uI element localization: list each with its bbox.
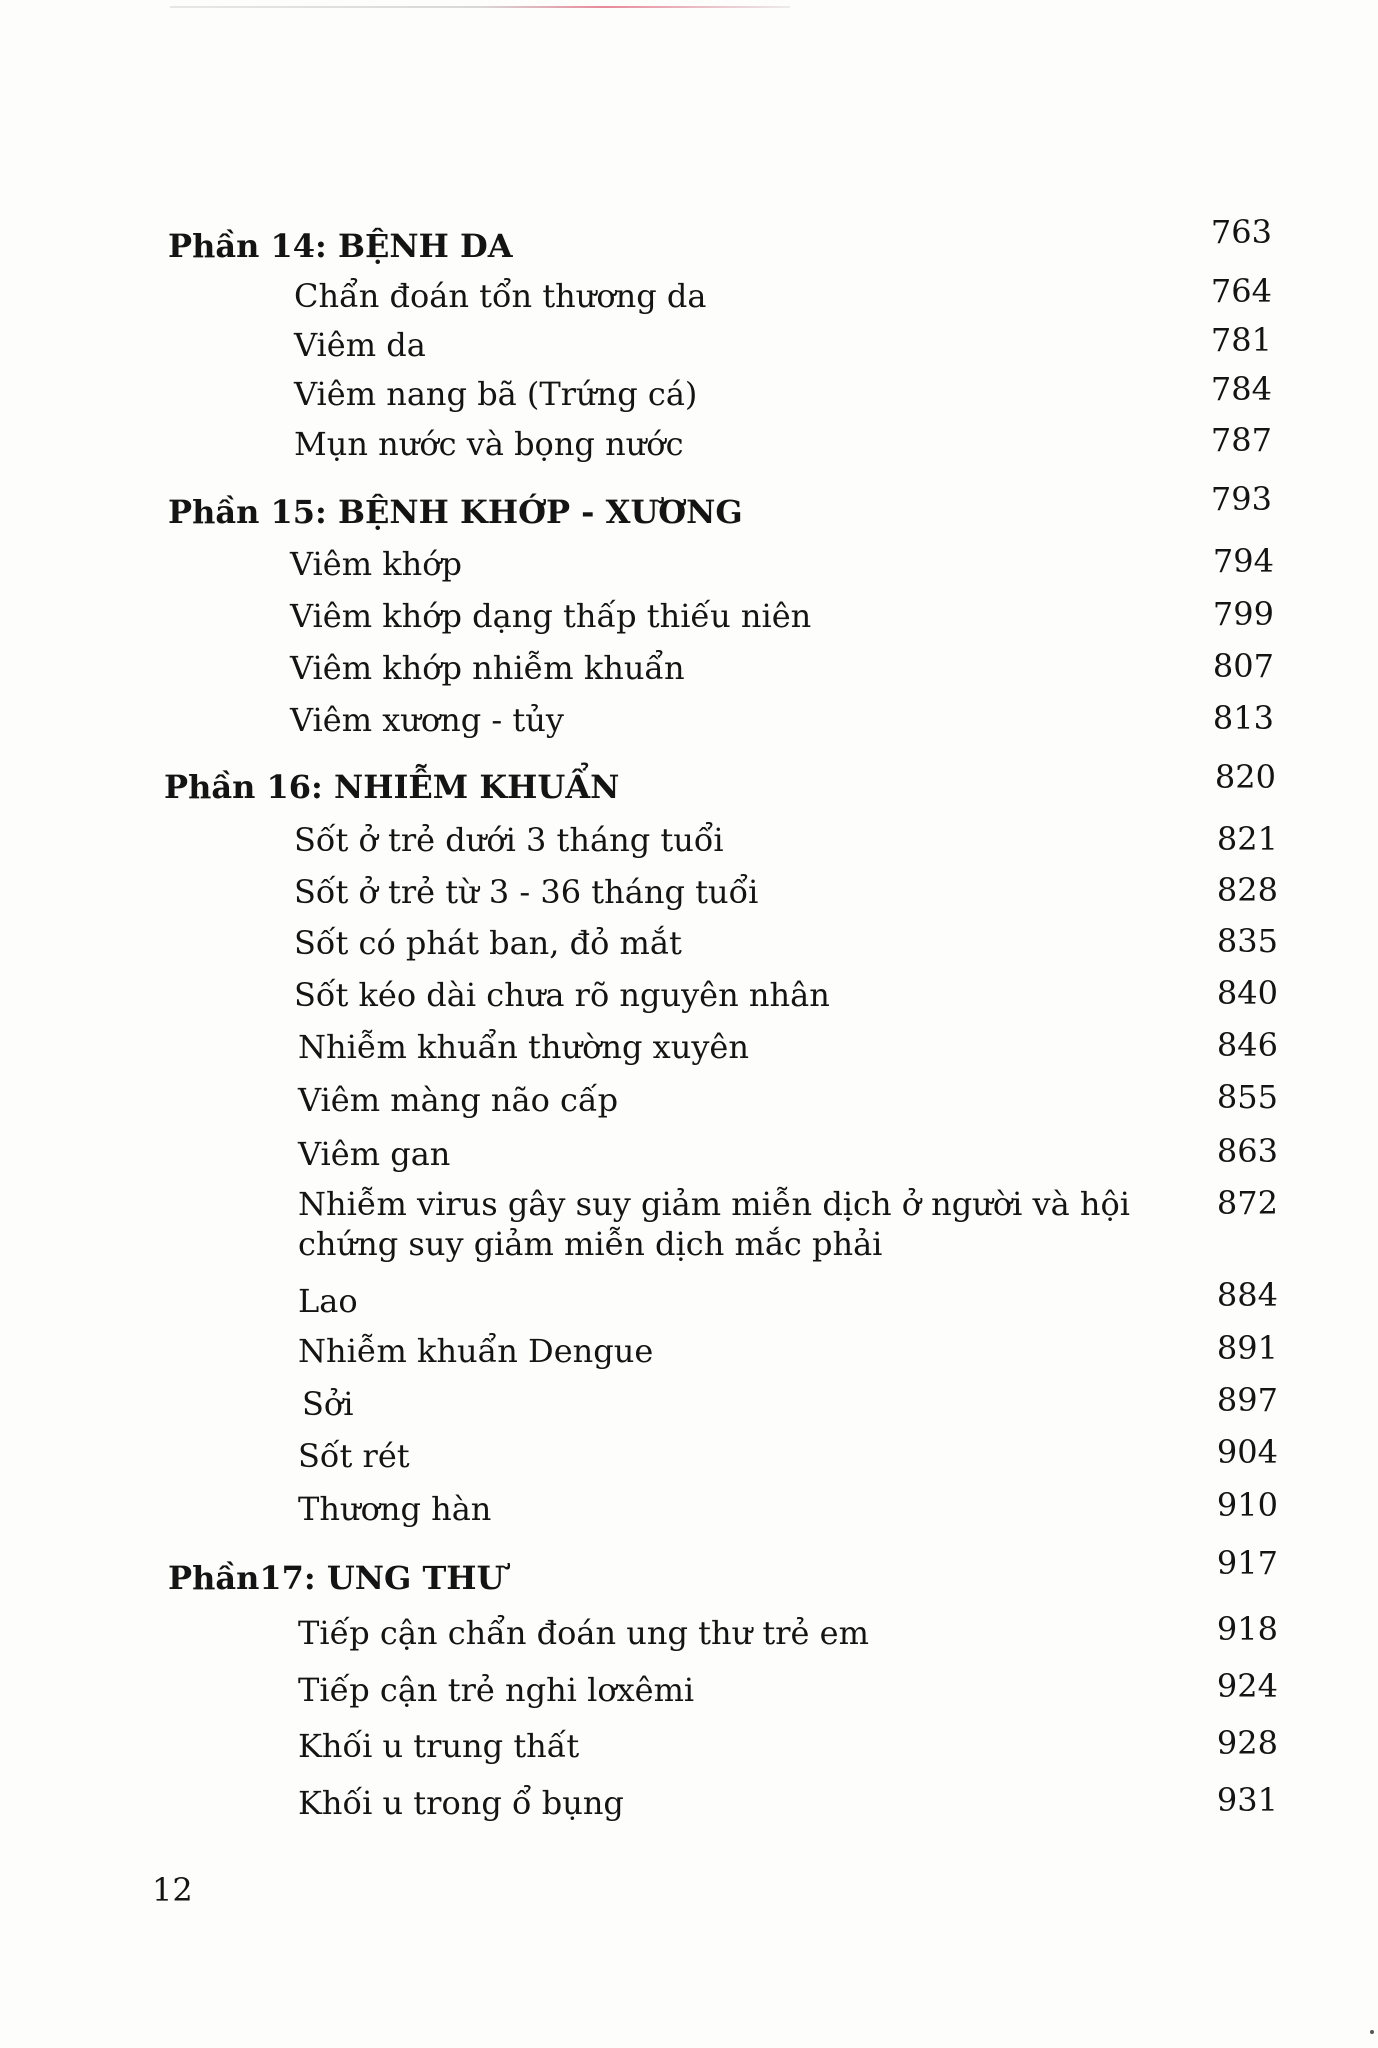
toc-page: 891 bbox=[1216, 1329, 1278, 1367]
toc-page: 781 bbox=[1210, 321, 1272, 359]
toc-item: Viêm da bbox=[294, 326, 426, 364]
toc-page: 924 bbox=[1216, 1667, 1278, 1705]
section-title: Phần 15: BỆNH KHỚP - XƯƠNG bbox=[168, 493, 743, 531]
toc-item: Viêm khớp dạng thấp thiếu niên bbox=[290, 597, 812, 635]
section-page: 820 bbox=[1214, 758, 1276, 796]
toc-item: Sốt kéo dài chưa rõ nguyên nhân bbox=[294, 976, 830, 1014]
toc-item: Thương hàn bbox=[298, 1490, 492, 1528]
toc-item: Chẩn đoán tổn thương da bbox=[294, 277, 707, 315]
toc-page: 904 bbox=[1216, 1433, 1278, 1471]
section-title: Phần 16: NHIỄM KHUẨN bbox=[164, 768, 620, 806]
toc-item: Viêm màng não cấp bbox=[298, 1081, 619, 1119]
scan-speck bbox=[1370, 2030, 1374, 2034]
toc-page: 813 bbox=[1212, 699, 1274, 737]
toc-item: Sốt ở trẻ từ 3 - 36 tháng tuổi bbox=[294, 873, 759, 911]
toc-page: 764 bbox=[1210, 272, 1272, 310]
section-title: Phần 14: BỆNH DA bbox=[168, 227, 513, 265]
toc-page: 918 bbox=[1216, 1610, 1278, 1648]
toc-item: Sốt có phát ban, đỏ mắt bbox=[294, 924, 682, 962]
toc-page: 855 bbox=[1216, 1078, 1278, 1116]
section-page: 917 bbox=[1216, 1544, 1278, 1582]
toc-page: 787 bbox=[1210, 421, 1272, 459]
toc-item: Viêm xương - tủy bbox=[290, 701, 564, 739]
toc-page: 884 bbox=[1216, 1276, 1278, 1314]
toc-item: Sốt ở trẻ dưới 3 tháng tuổi bbox=[294, 821, 724, 859]
toc-item: Lao bbox=[298, 1282, 358, 1320]
toc-page: 863 bbox=[1216, 1132, 1278, 1170]
toc-item: Nhiễm khuẩn Dengue bbox=[298, 1332, 654, 1370]
toc-item: Viêm gan bbox=[298, 1135, 451, 1173]
toc-item: Viêm khớp bbox=[290, 545, 462, 583]
section-title: Phần17: UNG THƯ bbox=[168, 1559, 505, 1597]
toc-item: Nhiễm khuẩn thường xuyên bbox=[298, 1028, 749, 1066]
section-page: 793 bbox=[1210, 480, 1272, 518]
toc-page: 784 bbox=[1210, 370, 1272, 408]
toc-page: 799 bbox=[1212, 595, 1274, 633]
toc-item: Khối u trung thất bbox=[298, 1727, 580, 1765]
toc-page: 794 bbox=[1212, 542, 1274, 580]
section-page: 763 bbox=[1210, 213, 1272, 251]
top-edge-line bbox=[170, 6, 790, 8]
toc-page: 897 bbox=[1216, 1381, 1278, 1419]
page-number: 12 bbox=[152, 1871, 193, 1909]
toc-page: 931 bbox=[1216, 1781, 1278, 1819]
toc-page: 840 bbox=[1216, 974, 1278, 1012]
toc-item: Viêm khớp nhiễm khuẩn bbox=[290, 649, 685, 687]
toc-page: 835 bbox=[1216, 922, 1278, 960]
toc-item: Tiếp cận chẩn đoán ung thư trẻ em bbox=[298, 1614, 869, 1652]
toc-page: 928 bbox=[1216, 1724, 1278, 1762]
toc-page: 828 bbox=[1216, 871, 1278, 909]
toc-page: 910 bbox=[1216, 1486, 1278, 1524]
toc-item: Viêm nang bã (Trứng cá) bbox=[294, 375, 698, 413]
toc-item: Khối u trong ổ bụng bbox=[298, 1784, 624, 1822]
toc-page: 846 bbox=[1216, 1026, 1278, 1064]
toc-page: 872 bbox=[1216, 1184, 1278, 1222]
toc-page: 821 bbox=[1216, 820, 1278, 858]
toc-item: Sốt rét bbox=[298, 1437, 410, 1475]
toc-item-multiline: Nhiễm virus gây suy giảm miễn dịch ở người và hội chứng suy giảm miễn dịch mắc phải bbox=[298, 1185, 1130, 1263]
toc-item: Tiếp cận trẻ nghi lơxêmi bbox=[298, 1671, 695, 1709]
toc-item: Sởi bbox=[302, 1385, 354, 1423]
toc-page: 807 bbox=[1212, 647, 1274, 685]
toc-item: Mụn nước và bọng nước bbox=[294, 425, 684, 463]
